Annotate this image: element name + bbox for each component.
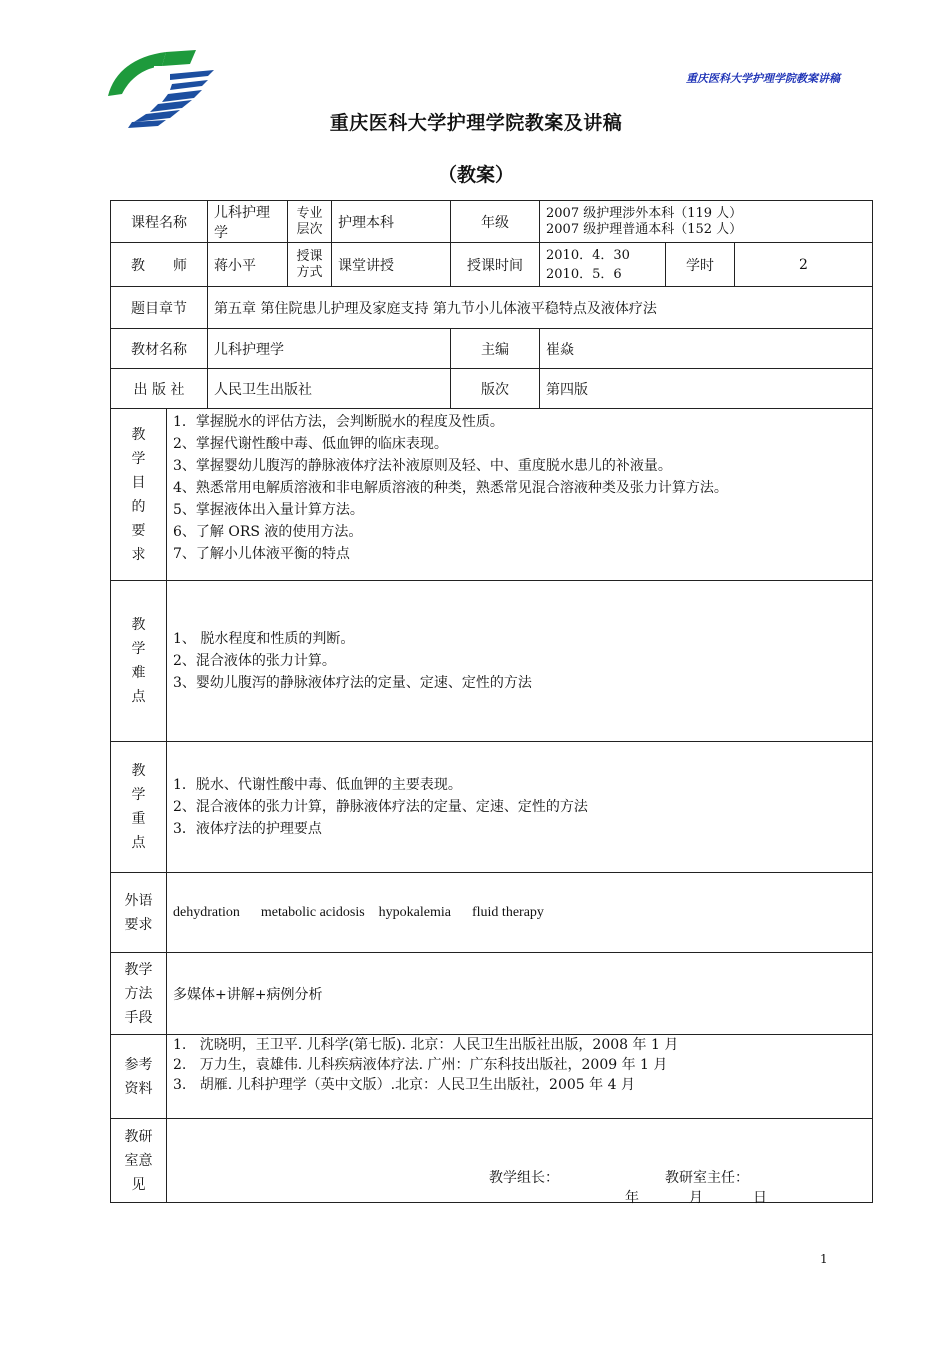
difficulties-label: 教 学 难 点 xyxy=(111,581,167,742)
header-school-name: 重庆医科大学护理学院教案讲稿 xyxy=(686,72,840,85)
chapter-label: 题目章节 xyxy=(111,287,208,329)
time-label: 授课时间 xyxy=(451,243,540,287)
list-item: 2、掌握代谢性酸中毒、低血钾的临床表现。 xyxy=(173,436,448,452)
row-publisher xyxy=(111,369,873,409)
hours-label: 学时 xyxy=(666,243,735,287)
document-subtitle: （教案） xyxy=(437,164,514,186)
hours-value: 2 xyxy=(735,243,873,287)
list-item: 3、婴幼儿腹泻的静脉液体疗法的定量、定速、定性的方法 xyxy=(173,675,532,691)
list-item: 2、混合液体的张力计算，静脉液体疗法的定量、定速、定性的方法 xyxy=(173,799,588,815)
row-methods xyxy=(111,953,873,1035)
row-references xyxy=(111,1035,873,1119)
date-line: 年 月 日 xyxy=(625,1190,767,1206)
level-label: 专业 层次 xyxy=(288,201,332,243)
textbook-value: 儿科护理学 xyxy=(208,329,451,369)
method-value: 课堂讲授 xyxy=(332,243,451,287)
list-item: 2. 万力生，袁雄伟. 儿科疾病液体疗法. 广州：广东科技出版社，2009 年 1 月 xyxy=(173,1057,668,1073)
course-value: 儿科护理学 xyxy=(208,201,288,243)
list-item: 6、了解 ORS 液的使用方法。 xyxy=(173,524,363,540)
editor-label: 主编 xyxy=(451,329,540,369)
list-item: 4、熟悉常用电解质溶液和非电解质溶液的种类，熟悉常见混合溶液种类及张力计算方法。 xyxy=(173,480,728,496)
chapter-value: 第五章 第住院患儿护理及家庭支持 第九节小儿体液平稳特点及液体疗法 xyxy=(208,287,873,329)
group-leader-label: 教学组长： xyxy=(489,1170,559,1186)
row-chapter xyxy=(111,287,873,329)
list-item: 2、混合液体的张力计算。 xyxy=(173,653,336,669)
foreign-label: 外语 要求 xyxy=(111,873,167,953)
list-item: 1. 沈晓明，王卫平. 儿科学(第七版). 北京：人民卫生出版社出版，2008 年 1 月 xyxy=(173,1037,679,1053)
lesson-plan-table xyxy=(110,200,873,1206)
row-textbook xyxy=(111,329,873,369)
page-number: 1 xyxy=(820,1252,828,1266)
list-item: 1．脱水、代谢性酸中毒、低血钾的主要表现。 xyxy=(173,777,462,793)
publisher-label: 出 版 社 xyxy=(111,369,208,409)
grade-label: 年级 xyxy=(451,201,540,243)
objectives-list xyxy=(167,409,873,581)
row-difficulties xyxy=(111,581,873,742)
teacher-value: 蒋小平 xyxy=(208,243,288,287)
edition-value: 第四版 xyxy=(540,369,873,409)
publisher-value: 人民卫生出版社 xyxy=(208,369,451,409)
methods-value: 多媒体+讲解+病例分析 xyxy=(167,953,873,1035)
director-label: 教研室主任： xyxy=(665,1170,749,1186)
edition-label: 版次 xyxy=(451,369,540,409)
grade-value: 2007 级护理涉外本科（119 人） 2007 级护理普通本科（152 人） xyxy=(540,201,873,243)
methods-label: 教学 方法 手段 xyxy=(111,953,167,1035)
objectives-label: 教 学 目 的 要 求 xyxy=(111,409,167,581)
list-item: 1．掌握脱水的评估方法，会判断脱水的程度及性质。 xyxy=(173,414,504,430)
teacher-label: 教 师 xyxy=(111,243,208,287)
course-label: 课程名称 xyxy=(111,201,208,243)
key-points-list xyxy=(167,742,873,873)
row-foreign xyxy=(111,873,873,953)
level-value: 护理本科 xyxy=(332,201,451,243)
editor-value: 崔焱 xyxy=(540,329,873,369)
references-label: 参考 资料 xyxy=(111,1035,167,1119)
textbook-label: 教材名称 xyxy=(111,329,208,369)
review-body xyxy=(167,1119,873,1206)
row-teacher xyxy=(111,243,873,287)
foreign-terms: dehydration metabolic acidosis hypokalemia fluid therapy xyxy=(167,873,873,953)
list-item: 5、掌握液体出入量计算方法。 xyxy=(173,502,364,518)
list-item: 1、 脱水程度和性质的判断。 xyxy=(173,631,355,647)
list-item: 7、了解小儿体液平衡的特点 xyxy=(173,546,350,562)
row-review xyxy=(111,1119,873,1203)
list-item: 3. 胡雁. 儿科护理学（英中文版）.北京：人民卫生出版社，2005 年 4 月 xyxy=(173,1077,635,1093)
time-value: 2010．4．30 2010．5．6 xyxy=(540,243,666,287)
document-title: 重庆医科大学护理学院教案及讲稿 xyxy=(329,112,623,134)
list-item: 3．液体疗法的护理要点 xyxy=(173,821,322,837)
key-points-label: 教 学 重 点 xyxy=(111,742,167,873)
row-objectives xyxy=(111,409,873,581)
method-label: 授课 方式 xyxy=(288,243,332,287)
row-key-points xyxy=(111,742,873,873)
row-course xyxy=(111,201,873,243)
difficulties-list xyxy=(167,581,873,742)
references-list xyxy=(167,1035,873,1119)
list-item: 3、掌握婴幼儿腹泻的静脉液体疗法补液原则及轻、中、重度脱水患儿的补液量。 xyxy=(173,458,672,474)
review-label: 教研 室意 见 xyxy=(111,1119,167,1203)
